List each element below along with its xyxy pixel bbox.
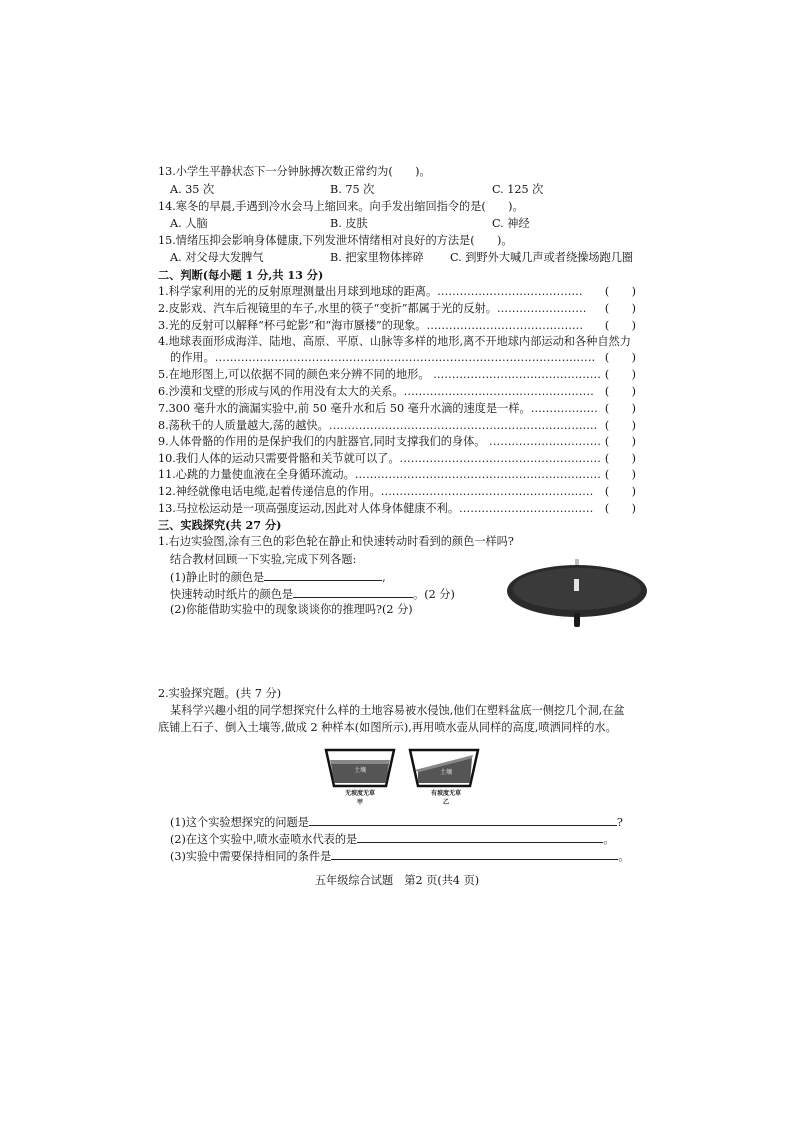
tray-a-mark: 甲 bbox=[356, 799, 364, 806]
judge-item-text: 8.荡秋千的人质量越大,荡的越快。……………………………………………………………… bbox=[158, 419, 598, 432]
judge-item-line1 bbox=[158, 334, 636, 350]
answer-parentheses: ( ) bbox=[604, 435, 636, 448]
question-14-option-a: A. 人脑 bbox=[170, 217, 208, 230]
judge-item-text: 4.地球表面形成海洋、陆地、高原、平原、山脉等多样的地形,离不开地球内部运动和各种自然力 bbox=[158, 335, 631, 348]
answer-blank[interactable] bbox=[309, 813, 617, 826]
judge-item-line2 bbox=[158, 350, 636, 366]
tray-b bbox=[410, 750, 478, 806]
judge-item-text: 13.马拉松运动是一项高强度运动,因此对人体身体健康不利。……………………………… bbox=[158, 502, 594, 515]
question-14-option-c: C. 神经 bbox=[492, 217, 530, 230]
judge-item bbox=[158, 451, 636, 467]
answer-parentheses: ( ) bbox=[604, 468, 636, 481]
page-footer: 五年级综合试题 第2 页(共4 页) bbox=[314, 874, 480, 887]
explore-q2-sub1: (1)这个实验想探究的问题是 ? bbox=[170, 813, 623, 831]
answer-parentheses: ( ) bbox=[604, 285, 636, 298]
question-14-option-b: B. 皮肤 bbox=[330, 217, 368, 230]
answer-parentheses: ( ) bbox=[604, 485, 636, 498]
explore-q2-sub3: (3)实验中需要保持相同的条件是 。 bbox=[170, 847, 630, 865]
question-13-stem: 13.小学生平静状态下一分钟脉搏次数正常约为( )。 bbox=[158, 165, 431, 178]
judge-item-text: 11.心跳的力量使血液在全身循环流动。………………………………………………………… bbox=[158, 468, 601, 481]
question-15-option-b: B. 把家里物体摔碎 bbox=[330, 251, 424, 264]
question-14-stem: 14.寒冬的早晨,手遇到冷水会马上缩回来。向手发出缩回指令的是( )。 bbox=[158, 200, 524, 213]
answer-parentheses: ( ) bbox=[604, 368, 636, 381]
question-13-option-b: B. 75 次 bbox=[330, 183, 375, 196]
judge-item-text: 12.神经就像电话电缆,起着传递信息的作用。………………………………………………… bbox=[158, 485, 594, 498]
explore-q1-stem: 1.右边实验图,涂有三色的彩色轮在静止和快速转动时看到的颜色一样吗? bbox=[158, 535, 514, 548]
answer-parentheses: ( ) bbox=[604, 302, 636, 315]
section-judge-heading: 二、判断(每小题 1 分,共 13 分) bbox=[158, 268, 324, 282]
judge-item-text: 的作用。………………………………………………………………………………………… bbox=[170, 351, 596, 364]
answer-parentheses: ( ) bbox=[604, 419, 636, 432]
judge-item bbox=[158, 367, 636, 383]
wheel-center-peg bbox=[574, 579, 579, 591]
judge-item bbox=[158, 401, 636, 417]
tray-b-mark: 乙 bbox=[442, 799, 450, 806]
answer-parentheses: ( ) bbox=[604, 385, 636, 398]
explore-q1-intro: 结合教材回顾一下实验,完成下列各题: bbox=[170, 553, 357, 566]
answer-parentheses: ( ) bbox=[604, 502, 636, 515]
section-explore-heading: 三、实践探究(共 27 分) bbox=[158, 518, 282, 532]
question-15-option-c: C. 到野外大喊几声或者绕操场跑几圈 bbox=[450, 251, 634, 264]
judge-item-text: 1.科学家利用的光的反射原理测量出月球到地球的距离。………………………………… bbox=[158, 285, 583, 298]
judge-item bbox=[158, 418, 636, 434]
tray-b-label: 土壤 bbox=[439, 769, 453, 776]
answer-blank[interactable] bbox=[357, 830, 603, 843]
judge-item bbox=[158, 284, 636, 300]
wheel-handle bbox=[574, 613, 580, 627]
judge-item-text: 10.我们人体的运动只需要骨骼和关节就可以了。……………………………………………… bbox=[158, 452, 601, 465]
judge-item bbox=[158, 484, 636, 500]
soil-trays-figure bbox=[322, 744, 482, 808]
judge-item-text: 7.300 毫升水的滴漏实验中,前 50 毫升水和后 50 毫升水滴的速度是一样。……………… bbox=[158, 402, 598, 415]
tray-a-caption: 无坡度无草 bbox=[344, 790, 376, 797]
explore-q2-sub2: (2)在这个实验中,喷水壶喷水代表的是 。 bbox=[170, 830, 614, 848]
judge-item bbox=[158, 384, 636, 400]
judge-item-text: 5.在地形图上,可以依据不同的颜色来分辨不同的地形。 ……………………………………… bbox=[158, 368, 601, 381]
answer-parentheses: ( ) bbox=[604, 351, 636, 364]
answer-parentheses: ( ) bbox=[604, 319, 636, 332]
answer-blank[interactable] bbox=[264, 568, 382, 581]
question-13-option-a: A. 35 次 bbox=[170, 183, 215, 196]
explore-q2-title: 2.实验探究题。(共 7 分) bbox=[158, 687, 282, 700]
color-wheel-figure bbox=[500, 555, 650, 633]
judge-item-text: 2.皮影戏、汽车后视镜里的车子,水里的筷子“变折”都属于光的反射。…………………… bbox=[158, 302, 587, 315]
judge-item bbox=[158, 434, 636, 450]
judge-item-text: 6.沙漠和戈壁的形成与风的作用没有太大的关系。…………………………………………… bbox=[158, 385, 594, 398]
judge-item bbox=[158, 318, 636, 334]
answer-parentheses: ( ) bbox=[604, 452, 636, 465]
explore-q2-desc-line1: 某科学兴趣小组的同学想探究什么样的土地容易被水侵蚀,他们在塑料盆底一侧挖几个洞,在盆 bbox=[170, 704, 625, 717]
judge-item bbox=[158, 467, 636, 483]
judge-item bbox=[158, 301, 636, 317]
explore-q1-part1b: 快速转动时纸片的颜色是 。(2 分) bbox=[170, 585, 455, 603]
answer-blank[interactable] bbox=[331, 847, 618, 860]
tray-a-label: 土壤 bbox=[353, 767, 367, 774]
explore-q2-desc-line2: 底铺上石子、倒入土壤等,做成 2 种样本(如图所示),再用喷水壶从同样的高度,喷洒同样的水。 bbox=[158, 721, 617, 734]
answer-blank[interactable] bbox=[293, 585, 413, 598]
judge-item-text: 9.人体骨骼的作用的是保护我们的内脏器官,同时支撑我们的身体。 ………………………… bbox=[158, 435, 601, 448]
tray-a bbox=[326, 750, 394, 806]
question-15-option-a: A. 对父母大发脾气 bbox=[170, 251, 264, 264]
explore-q1-part1: (1)静止时的颜色是 , bbox=[170, 568, 386, 586]
tray-b-caption: 有坡度无草 bbox=[430, 790, 462, 797]
answer-parentheses: ( ) bbox=[604, 402, 636, 415]
judge-item bbox=[158, 501, 636, 517]
explore-q1-part2: (2)你能借助实验中的现象谈谈你的推理吗?(2 分) bbox=[170, 603, 413, 616]
judge-item-text: 3.光的反射可以解释“杯弓蛇影”和“海市蜃楼”的现象。…………………………………… bbox=[158, 319, 584, 332]
question-15-stem: 15.情绪压抑会影响身体健康,下列发泄坏情绪相对良好的方法是( )。 bbox=[158, 234, 513, 247]
question-13-option-c: C. 125 次 bbox=[492, 183, 544, 196]
